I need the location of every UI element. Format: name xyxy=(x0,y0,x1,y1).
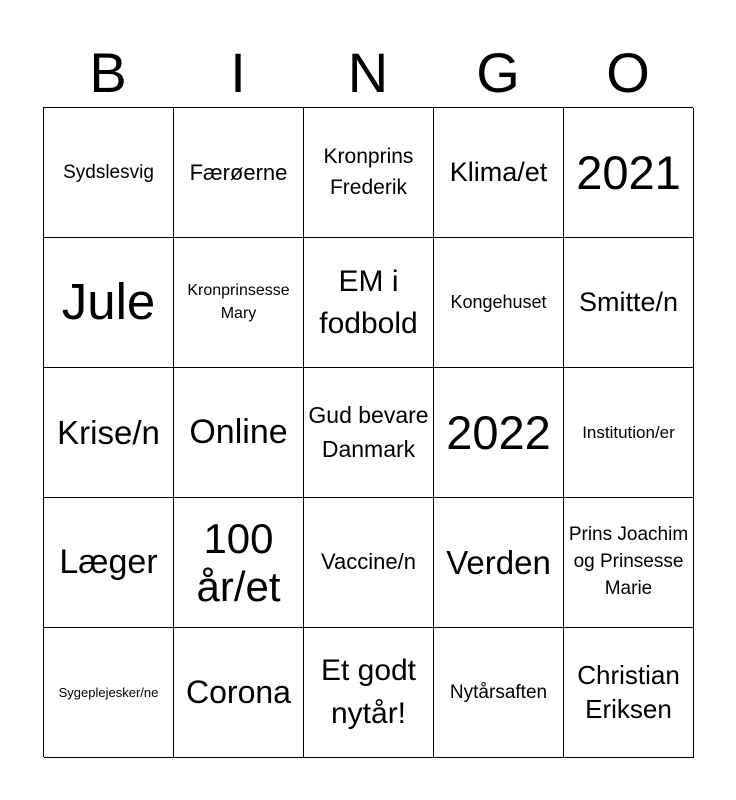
cell-text: Læger xyxy=(59,542,158,581)
bingo-cell-r4c2[interactable] xyxy=(174,498,304,628)
cell-text: 2022 xyxy=(446,405,551,459)
cell-text: 2021 xyxy=(576,145,681,199)
header-letter-b: B xyxy=(89,41,127,104)
cell-text: Gud bevare Danmark xyxy=(308,402,429,462)
cell-text: Corona xyxy=(186,674,291,711)
bingo-cell-r3c5[interactable] xyxy=(564,368,694,498)
bingo-cell-r5c1[interactable] xyxy=(44,628,174,758)
cell-text: Færøerne xyxy=(189,159,288,185)
cell-text: Vaccine/n xyxy=(321,549,416,575)
bingo-cell-r1c5[interactable] xyxy=(564,108,694,238)
bingo-cell-r2c5[interactable] xyxy=(564,238,694,368)
cell-text: Krise/n xyxy=(57,413,160,451)
cell-text: Kronprinsesse Mary xyxy=(187,282,290,322)
bingo-cell-r2c2[interactable] xyxy=(174,238,304,368)
header-letter-g: G xyxy=(476,41,520,104)
bingo-cell-r2c4[interactable] xyxy=(434,238,564,368)
bingo-cell-r3c2[interactable] xyxy=(174,368,304,498)
bingo-cell-r5c5[interactable] xyxy=(564,628,694,758)
cell-text: Kronprins Frederik xyxy=(323,145,414,199)
cell-text: Kongehuset xyxy=(450,292,547,313)
bingo-cell-r5c3[interactable] xyxy=(304,628,434,758)
bingo-cell-r3c4[interactable] xyxy=(434,368,564,498)
bingo-header xyxy=(43,40,693,106)
bingo-cell-r1c3[interactable] xyxy=(304,108,434,238)
bingo-card xyxy=(43,107,693,757)
cell-text: Christian Eriksen xyxy=(577,659,680,724)
header-letter-i: I xyxy=(230,41,246,104)
cell-text: Verden xyxy=(446,543,551,581)
bingo-cell-r4c5[interactable] xyxy=(564,498,694,628)
bingo-cell-r5c2[interactable] xyxy=(174,628,304,758)
cell-text: Prins Joachim og Prinsesse Marie xyxy=(568,524,689,599)
cell-text: Nytårsaften xyxy=(449,681,548,703)
bingo-cell-r4c4[interactable] xyxy=(434,498,564,628)
cell-text: 100 år/et xyxy=(196,515,281,610)
bingo-cell-r1c4[interactable] xyxy=(434,108,564,238)
bingo-cell-r5c4[interactable] xyxy=(434,628,564,758)
cell-text: EM i fodbold xyxy=(319,265,418,340)
header-letter-o: O xyxy=(606,41,650,104)
bingo-cell-r1c1[interactable] xyxy=(44,108,174,238)
cell-text: Online xyxy=(189,412,288,451)
cell-text: Sydslesvig xyxy=(63,161,154,183)
cell-text: Smitte/n xyxy=(578,287,679,318)
bingo-cell-r4c3[interactable] xyxy=(304,498,434,628)
cell-text: Jule xyxy=(61,273,156,331)
header-letter-n: N xyxy=(347,41,389,104)
cell-text: Sygeplejesker/ne xyxy=(58,684,159,700)
cell-text: Et godt nytår! xyxy=(320,653,417,730)
bingo-cell-r2c3[interactable] xyxy=(304,238,434,368)
bingo-cell-r2c1[interactable] xyxy=(44,238,174,368)
bingo-cell-r1c2[interactable] xyxy=(174,108,304,238)
bingo-cell-r3c1[interactable] xyxy=(44,368,174,498)
cell-text: Institution/er xyxy=(582,422,675,442)
bingo-cell-r4c1[interactable] xyxy=(44,498,174,628)
bingo-cell-r3c3[interactable] xyxy=(304,368,434,498)
cell-text: Klima/et xyxy=(449,157,548,188)
